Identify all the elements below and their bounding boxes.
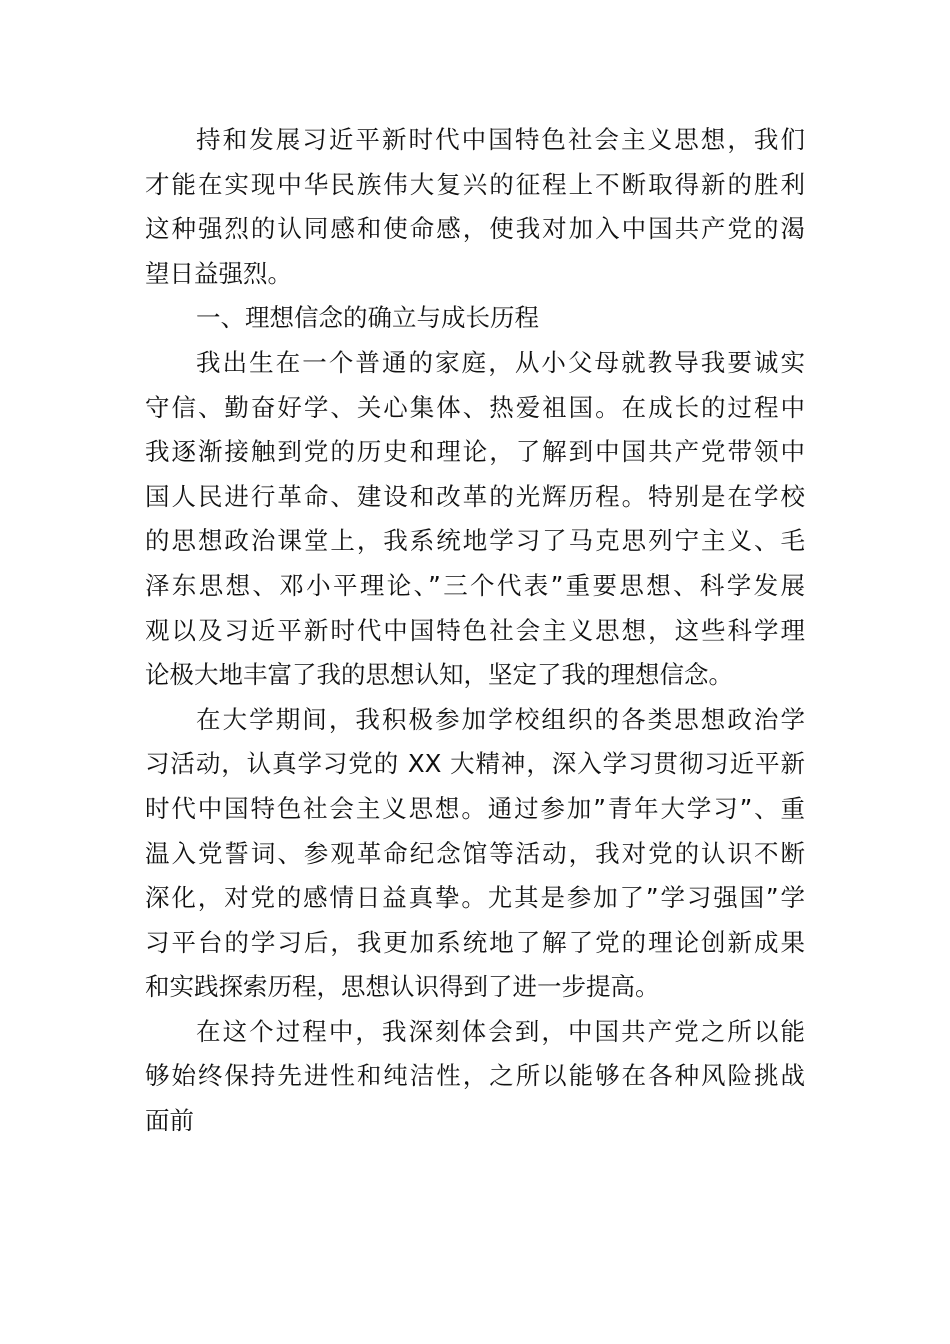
text-line: 的思想政治课堂上，我系统地学习了马克思列宁主义、毛 bbox=[145, 526, 805, 556]
text-line: 这种强烈的认同感和使命感，使我对加入中国共产党的渴 bbox=[145, 214, 805, 244]
text-line: 习平台的学习后，我更加系统地了解了党的理论创新成果 bbox=[145, 927, 805, 957]
section-heading: 一、理想信念的确立与成长历程 bbox=[196, 303, 539, 333]
text-line: 望日益强烈。 bbox=[145, 258, 292, 288]
text-line: 我出生在一个普通的家庭，从小父母就教导我要诚实 bbox=[196, 347, 805, 377]
text-line: 我逐渐接触到党的历史和理论，了解到中国共产党带领中 bbox=[145, 437, 805, 467]
text-line: 深化，对党的感情日益真挚。尤其是参加了”学习强国”学 bbox=[145, 883, 805, 913]
document-body bbox=[145, 118, 805, 1144]
text-line: 时代中国特色社会主义思想。通过参加”青年大学习”、重 bbox=[145, 793, 805, 823]
text-line: 温入党誓词、参观革命纪念馆等活动，我对党的认识不断 bbox=[145, 838, 805, 868]
text-line: 和实践探索历程，思想认识得到了进一步提高。 bbox=[145, 972, 660, 1002]
text-line: 观以及习近平新时代中国特色社会主义思想，这些科学理 bbox=[145, 615, 805, 645]
text-line: 够始终保持先进性和纯洁性，之所以能够在各种风险挑战 bbox=[145, 1061, 805, 1091]
text-line: 在这个过程中，我深刻体会到，中国共产党之所以能 bbox=[196, 1016, 805, 1046]
text-line: 才能在实现中华民族伟大复兴的征程上不断取得新的胜利 bbox=[145, 169, 805, 199]
text-line: 国人民进行革命、建设和改革的光辉历程。特别是在学校 bbox=[145, 481, 805, 511]
text-line: 守信、勤奋好学、关心集体、热爱祖国。在成长的过程中 bbox=[145, 392, 805, 422]
text-line: 习活动，认真学习党的 XX 大精神，深入学习贯彻习近平新 bbox=[145, 749, 805, 779]
text-line: 论极大地丰富了我的思想认知，坚定了我的理想信念。 bbox=[145, 660, 733, 690]
text-line: 泽东思想、邓小平理论、”三个代表”重要思想、科学发展 bbox=[145, 570, 805, 600]
text-line: 在大学期间，我积极参加学校组织的各类思想政治学 bbox=[196, 704, 805, 734]
text-line: 持和发展习近平新时代中国特色社会主义思想，我们 bbox=[196, 125, 805, 154]
text-line: 面前 bbox=[145, 1106, 194, 1136]
